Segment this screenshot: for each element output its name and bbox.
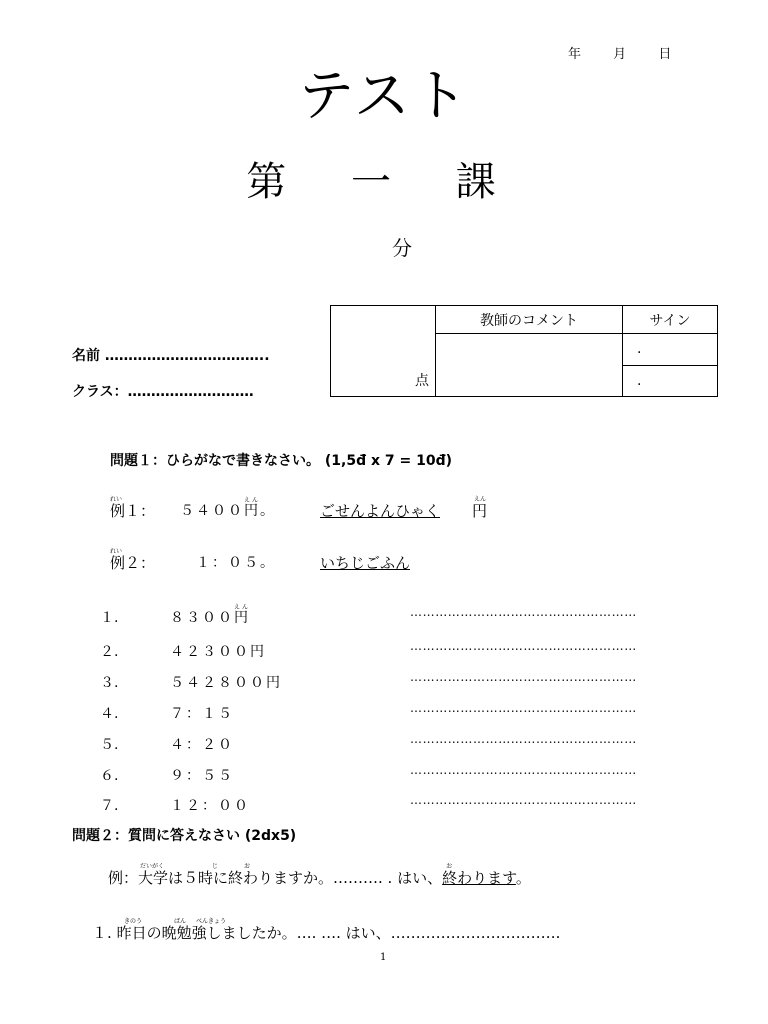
ruby: えん [234, 604, 251, 611]
name-field[interactable]: 名前 …………………………….. [72, 348, 270, 364]
point-label: 点 [415, 373, 429, 389]
question-2-heading: 問題２：質問に答えなさい (2dx5) [72, 828, 297, 844]
ruby: ばん [174, 918, 187, 925]
ruby: べんきょう [196, 918, 227, 925]
list-item: １. [100, 610, 119, 626]
sign-header: サイン [623, 306, 718, 334]
example-2-label: 例２： [110, 554, 156, 572]
ruby: えん [244, 497, 261, 504]
example-1-suffix: えん 円 [472, 496, 488, 520]
list-item: ４. [100, 706, 119, 722]
example-1-answer: ごせんよんひゃく [320, 502, 441, 520]
q2-example: だいがく じ お 例：大学は５時に終わりますか。………. . はい、 お 終わります。 [108, 863, 531, 887]
question-1-heading: 問題１：ひらがなで書きなさい。 (1,5đ x 7 = 10đ) [110, 453, 452, 469]
day-label: 日 [658, 47, 672, 62]
q2-example-text: 大学は５時に終わりますか。………. . はい、 [138, 869, 443, 887]
q2-example-label: 例： [108, 869, 139, 887]
list-item-text: ５４２８００円 [170, 675, 282, 691]
answer-line[interactable]: ……………………………………………… [410, 763, 637, 777]
list-item: ７. [100, 798, 119, 814]
list-item-text: ４２３００円 [170, 644, 266, 660]
page-title: テスト [298, 64, 470, 129]
answer-line[interactable]: ……………………………………………… [410, 732, 637, 746]
list-item: ２. [100, 644, 119, 660]
example-1-question: えん ５４００円。 [180, 497, 276, 519]
ruby: お [446, 863, 453, 870]
ruby: お [244, 863, 251, 870]
example-2 [110, 548, 156, 573]
list-item: ５. [100, 737, 119, 753]
list-item-text: １２：００ [170, 798, 250, 814]
sign-cell-2[interactable]: . [623, 365, 718, 397]
q2-item-1-no: １. [92, 924, 112, 942]
page-number: 1 [380, 952, 387, 963]
answer-line[interactable]: ……………………………………………… [410, 605, 637, 619]
list-item: ６. [100, 768, 119, 784]
list-item-text: ７：１５ [170, 706, 234, 722]
answer-line[interactable]: ……………………………………………… [410, 793, 637, 807]
q2-item-1-text[interactable]: 昨日の晩勉強しましたか。…. …. はい、……………………………. [116, 924, 561, 942]
comment-cell[interactable] [436, 334, 623, 397]
example-1-label: 例１： [110, 502, 156, 520]
answer-line[interactable]: ……………………………………………… [410, 701, 637, 715]
list-item: ３. [100, 675, 119, 691]
list-item-text: えん ８３００円 [170, 604, 251, 626]
example-2-question: １：０５。 [196, 555, 276, 571]
comment-header: 教師のコメント [436, 306, 623, 334]
minute-label: 分 [392, 236, 412, 260]
ruby: えん [474, 496, 487, 503]
score-table [330, 305, 718, 397]
example-2-answer: いちじごふん [320, 554, 411, 572]
ruby: れい [110, 496, 123, 503]
month-label: 月 [613, 47, 627, 62]
year-label: 年 [568, 47, 582, 62]
answer-line[interactable]: ……………………………………………… [410, 639, 637, 653]
lesson-title: 第 一 課 [246, 159, 522, 205]
example-1 [110, 496, 156, 521]
sign-cell-1[interactable]: . [623, 334, 718, 366]
q2-item-1 [92, 918, 561, 943]
q2-example-answer: 終わります [442, 869, 516, 887]
ruby: れい [110, 548, 123, 555]
ruby: きのう [124, 918, 143, 925]
list-item-text: ９：５５ [170, 768, 234, 784]
answer-line[interactable]: ……………………………………………… [410, 670, 637, 684]
ruby: だいがく [140, 863, 165, 870]
list-item-text: ４：２０ [170, 737, 234, 753]
score-cell[interactable] [331, 306, 436, 397]
ruby: じ [212, 863, 219, 870]
class-field[interactable]: クラス：……………………… [72, 384, 254, 400]
